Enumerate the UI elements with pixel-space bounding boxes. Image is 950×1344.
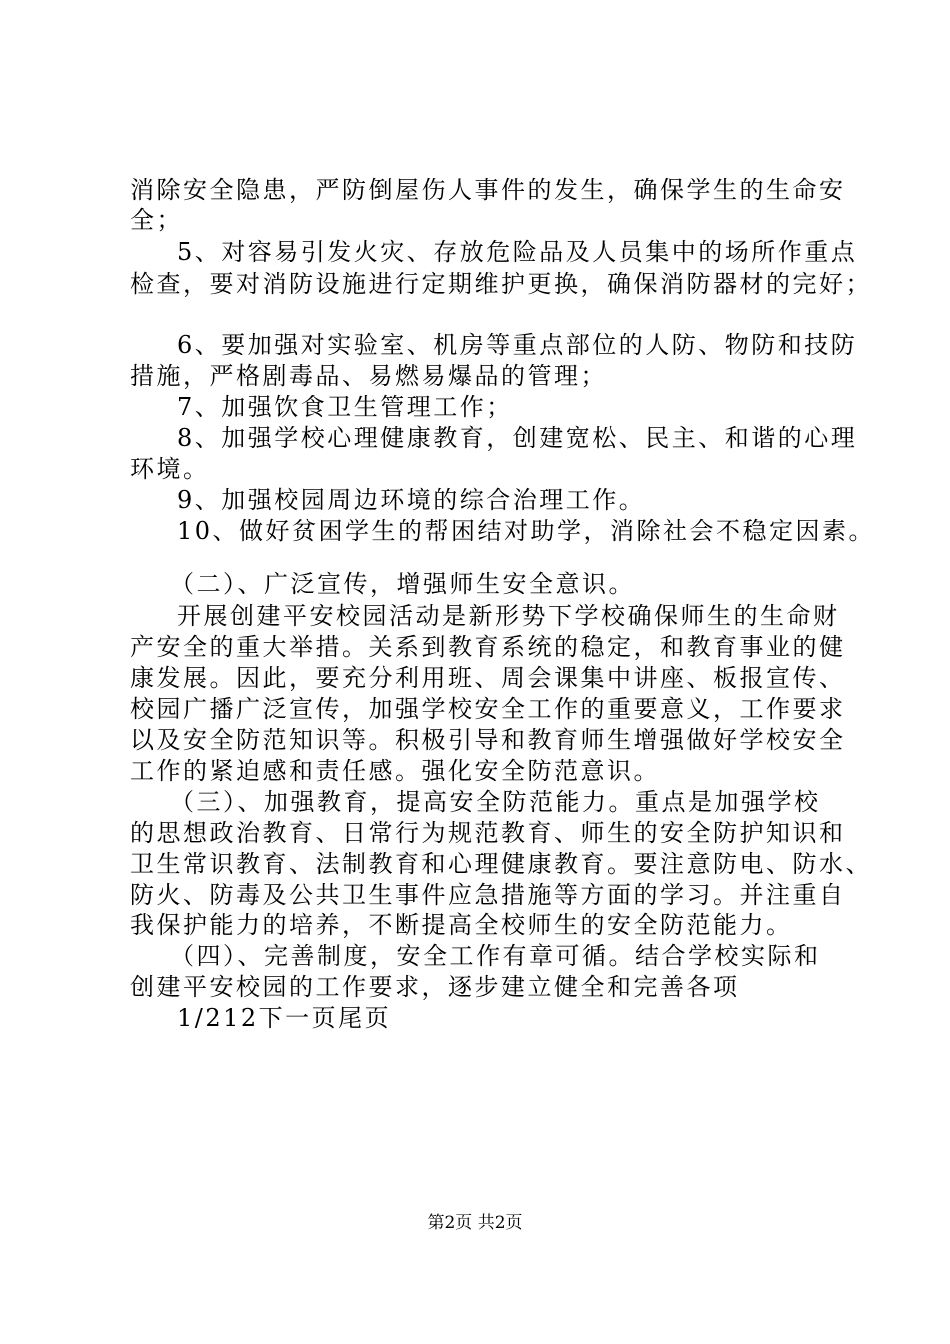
text-line: 消除安全隐患，严防倒屋伤人事件的发生，确保学生的生命安 [130,176,846,204]
section-heading: （三）、加强教育，提高安全防范能力。重点是加强学校 [170,788,821,816]
text-line: 卫生常识教育、法制教育和心理健康教育。要注意防电、防水、 [130,850,872,878]
text-line: 以及安全防范知识等。积极引导和教育师生增强做好学校安全 [130,726,846,754]
text-line: 6、要加强对实验室、机房等重点部位的人防、物防和技防 [177,331,858,359]
text-line: 的思想政治教育、日常行为规范教育、师生的安全防护知识和 [130,819,846,847]
text-line: 9、加强校园周边环境的综合治理工作。 [177,486,646,514]
text-line: 工作的紧迫感和责任感。强化安全防范意识。 [130,757,660,785]
text-line: 全； [130,206,183,234]
text-line: 防火、防毒及公共卫生事件应急措施等方面的学习。并注重自 [130,881,846,909]
text-line: 康发展。因此，要充分利用班、周会课集中讲座、板报宣传、 [130,664,846,692]
section-heading: （四）、完善制度，安全工作有章可循。结合学校实际和 [170,942,821,970]
text-line: 创建平安校园的工作要求，逐步建立健全和完善各项 [130,973,740,1001]
text-line: 8、加强学校心理健康教育，创建宽松、民主、和谐的心理 [177,424,858,452]
text-line: 7、加强饮食卫生管理工作； [177,393,513,421]
pagination-text: 1/212下一页尾页 [177,1004,392,1032]
text-line: 环境。 [130,455,210,483]
text-line: 10、做好贫困学生的帮困结对助学，消除社会不稳定因素。 [177,517,876,545]
text-line: 措施，严格剧毒品、易燃易爆品的管理； [130,362,607,390]
text-line: 5、对容易引发火灾、存放危险品及人员集中的场所作重点 [177,238,858,266]
text-line: 开展创建平安校园活动是新形势下学校确保师生的生命财 [177,602,840,630]
text-line: 我保护能力的培养，不断提高全校师生的安全防范能力。 [130,911,793,939]
section-heading: （二）、广泛宣传，增强师生安全意识。 [170,570,635,598]
page-footer: 第2页 共2页 [427,1213,523,1233]
text-line: 产安全的重大举措。关系到教育系统的稳定，和教育事业的健 [130,633,846,661]
text-line: 检查，要对消防设施进行定期维护更换，确保消防器材的完好； [130,270,872,298]
text-line: 校园广播广泛宣传，加强学校安全工作的重要意义，工作要求 [130,695,846,723]
